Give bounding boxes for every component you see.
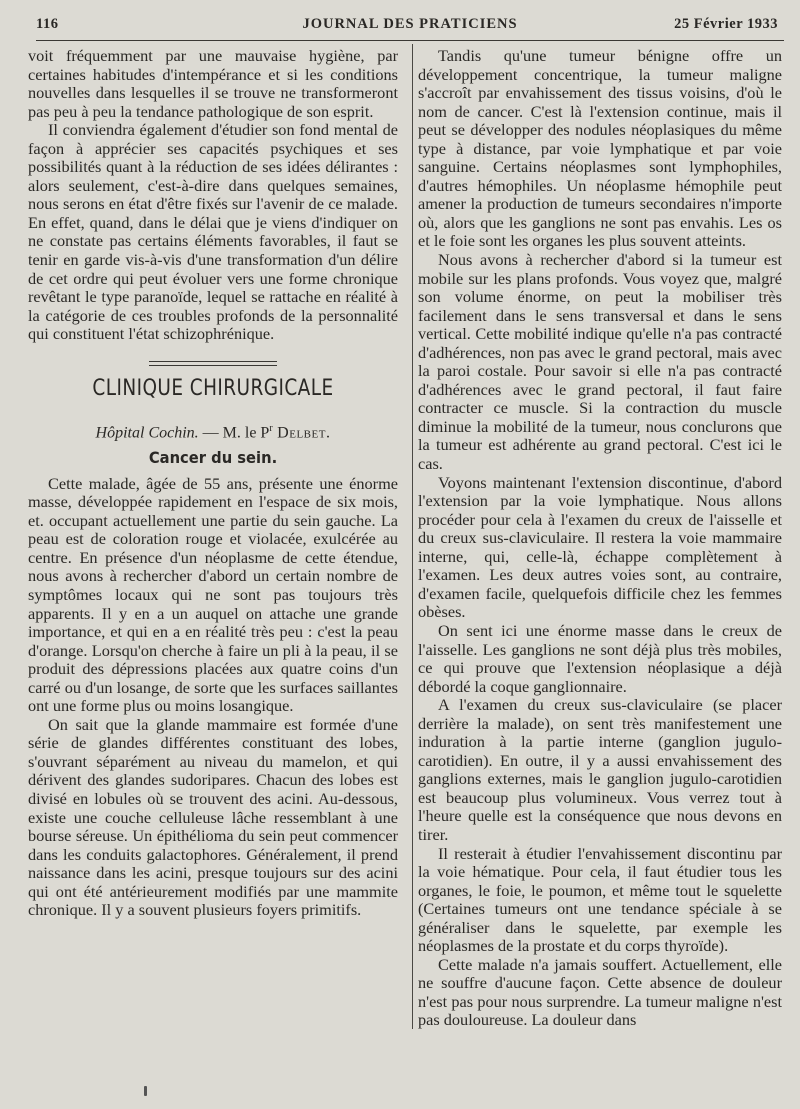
paragraph: Cette malade, âgée de 55 ans, présente une énorme masse, développée rapidement en l'espace de six mois, et. occupant actuellement une partie du sein gauche. La peau est de coloration rouge et violacée, exulcérée au centre. En présence d'un néoplasme de cette étendue, nous avons à rechercher d'abord un certain nombre de symptômes locaux qui ne sont pas toujours très apparents. Il y en a un auquel on attache une grande importance, et qui en a en réalité très peu : c'est la peau d'orange. Lorsqu'on cherche à faire un pli à la peau, il se produit des dépressions placées aux quatre coins d'un carré ou d'un losange, de sorte que les surfaces saillantes ont une forme plus ou moins losangique. — [28, 473, 398, 716]
ink-mark — [144, 1086, 147, 1096]
paragraph: Voyons maintenant l'extension discontinue, d'abord l'extension par la voie lymphatique. Nous allons procéder pour cela à l'examen du creux de l'aisselle et du creux sus-claviculaire. Il restera la voie mammaire interne, qui, celle-là, échappe complètement à l'examen. Les deux autres voies sont, au contraire, d'examen facile, quelquefois difficile chez les femmes obèses. — [418, 472, 782, 622]
paragraph: Cette malade n'a jamais souffert. Actuellement, elle ne souffre d'aucune façon. Cette absence de douleur n'est pas pour nous surprendre. La tumeur maligne n'est pas douloureuse. La douleur dans — [418, 954, 782, 1030]
byline — [28, 420, 398, 443]
paragraph: Il resterait à étudier l'envahissement discontinu par la voie hématique. Pour cela, il faut étudier tous les organes, le foie, le poumon, et même tout le squelette (Certaines tumeurs ont une tendance spéciale à se généraliser dans le squelette, par exemple les néoplasmes de la prostate et du corps thyroïde). — [418, 843, 782, 956]
right-column — [418, 47, 782, 1030]
paragraph: voit fréquemment par une mauvaise hygiène, par certaines habitudes d'intempérance et si les conditions nouvelles dans lesquelles il se trouve ne transformeront pas peu à peu la tendance pathologique de son esprit. — [28, 46, 398, 121]
hospital-name: Hôpital Cochin. — [95, 424, 199, 442]
byline-title: — M. le P — [198, 424, 270, 442]
left-column — [28, 47, 398, 920]
paragraph: Il conviendra également d'étudier son fond mental de façon à apprécier ses capacités psychiques et ses possibilités quant à la réduction de ses idées délirantes : alors seulement, c'est-à-dire dans quelques semaines, nous serons en état d'être fixés sur l'avenir de ce malade. En effet, quand, dans le délai que je viens d'indiquer on ne constate pas certains éléments favorables, il faut se tenir en garde vis-à-vis d'une transformation d'un délire de cet ordre qui peut évoluer vers une forme chronique revêtant le type paranoïde, lequel se rattache en réalité à la catégorie de ces troubles profonds de la personnalité qui constituent l'état schizophrénique. — [28, 120, 398, 344]
paragraph: Tandis qu'une tumeur bénigne offre un développement concentrique, la tumeur maligne s'accroît par envahissement des tissus voisins, d'où le nom de cancer. C'est là l'extension continue, mais il peut se développer des nodules néoplasiques du même type à distance, par voie lymphatique et par voie sanguine. Certains néoplasmes sont lymphophiles, d'autres hémophiles. Un néoplasme hémophile peut amener la production de tumeurs secondaires n'importe où, alors que les ganglions ne sont pas envahis. Les os et le foie sont les organes les plus souvent atteints. — [418, 46, 782, 251]
author-name: Delbet. — [272, 424, 331, 442]
column-divider — [412, 44, 413, 1029]
page-header — [36, 14, 784, 36]
paragraph: On sent ici une énorme masse dans le creux de l'aisselle. Les ganglions ne sont déjà plus très mobiles, ce qui prouve que l'extension néoplasique a déjà débordé la coque ganglionnaire. — [418, 620, 782, 696]
journal-title: JOURNAL DES PRATICIENS — [302, 16, 518, 32]
paragraph: Nous avons à rechercher d'abord si la tumeur est mobile sur les plans profonds. Vous voyez que, malgré son volume énorme, on peut la mobiliser très facilement dans le sens transversal et dans le sens vertical. Cette mobilité indique qu'elle n'a pas contracté d'adhérences, non pas avec le grand pectoral, mais avec la paroi costale. Pour savoir si elle n'a pas contracté d'adhérences avec le grand pectoral, il faut faire contracter ce muscle. Si la contraction du muscle diminue la mobilité de la tumeur, nous conclurons que la tumeur est adhérente au grand pectoral. C'est ici le cas. — [418, 250, 782, 474]
paragraph: On sait que la glande mammaire est formée d'une série de glandes différentes constituant des lobes, s'ouvrant séparément au niveau du mamelon, et qui dérivent des glandes sudoripares. Chacun des lobes est divisé en lobules où se trouvent des acini. Au-dessous, existe une couche celluleuse lâche ressemblant à une bourse séreuse. Un épithélioma du sein peut commencer dans les conduits galactophores. Généralement, il prend naissance dans les acini, presque toujours sur des acini qui ont été antérieurement modifiés par une mammite chronique. Il y a souvent plusieurs foyers primitifs. — [28, 714, 398, 920]
byline-title-sup: r — [269, 423, 273, 435]
article-subtitle: Cancer du sein. — [148, 448, 278, 468]
page-number: 116 — [36, 16, 59, 32]
section-separator — [149, 361, 277, 366]
paragraph: A l'examen du creux sus-claviculaire (se placer derrière la malade), on sent très manifestement une induration à la partie interne (ganglion jugulo-carotidien). En outre, il y a aussi envahissement des ganglions externes, mais le ganglion jugulo-carotidien est beaucoup plus volumineux. Vous verrez tout à l'heure quelle est la conséquence que nous devons en tirer. — [418, 695, 782, 844]
issue-date: 25 Février 1933 — [674, 16, 778, 32]
header-rule — [36, 40, 784, 41]
section-title: CLINIQUE CHIRURGICALE — [92, 375, 334, 401]
